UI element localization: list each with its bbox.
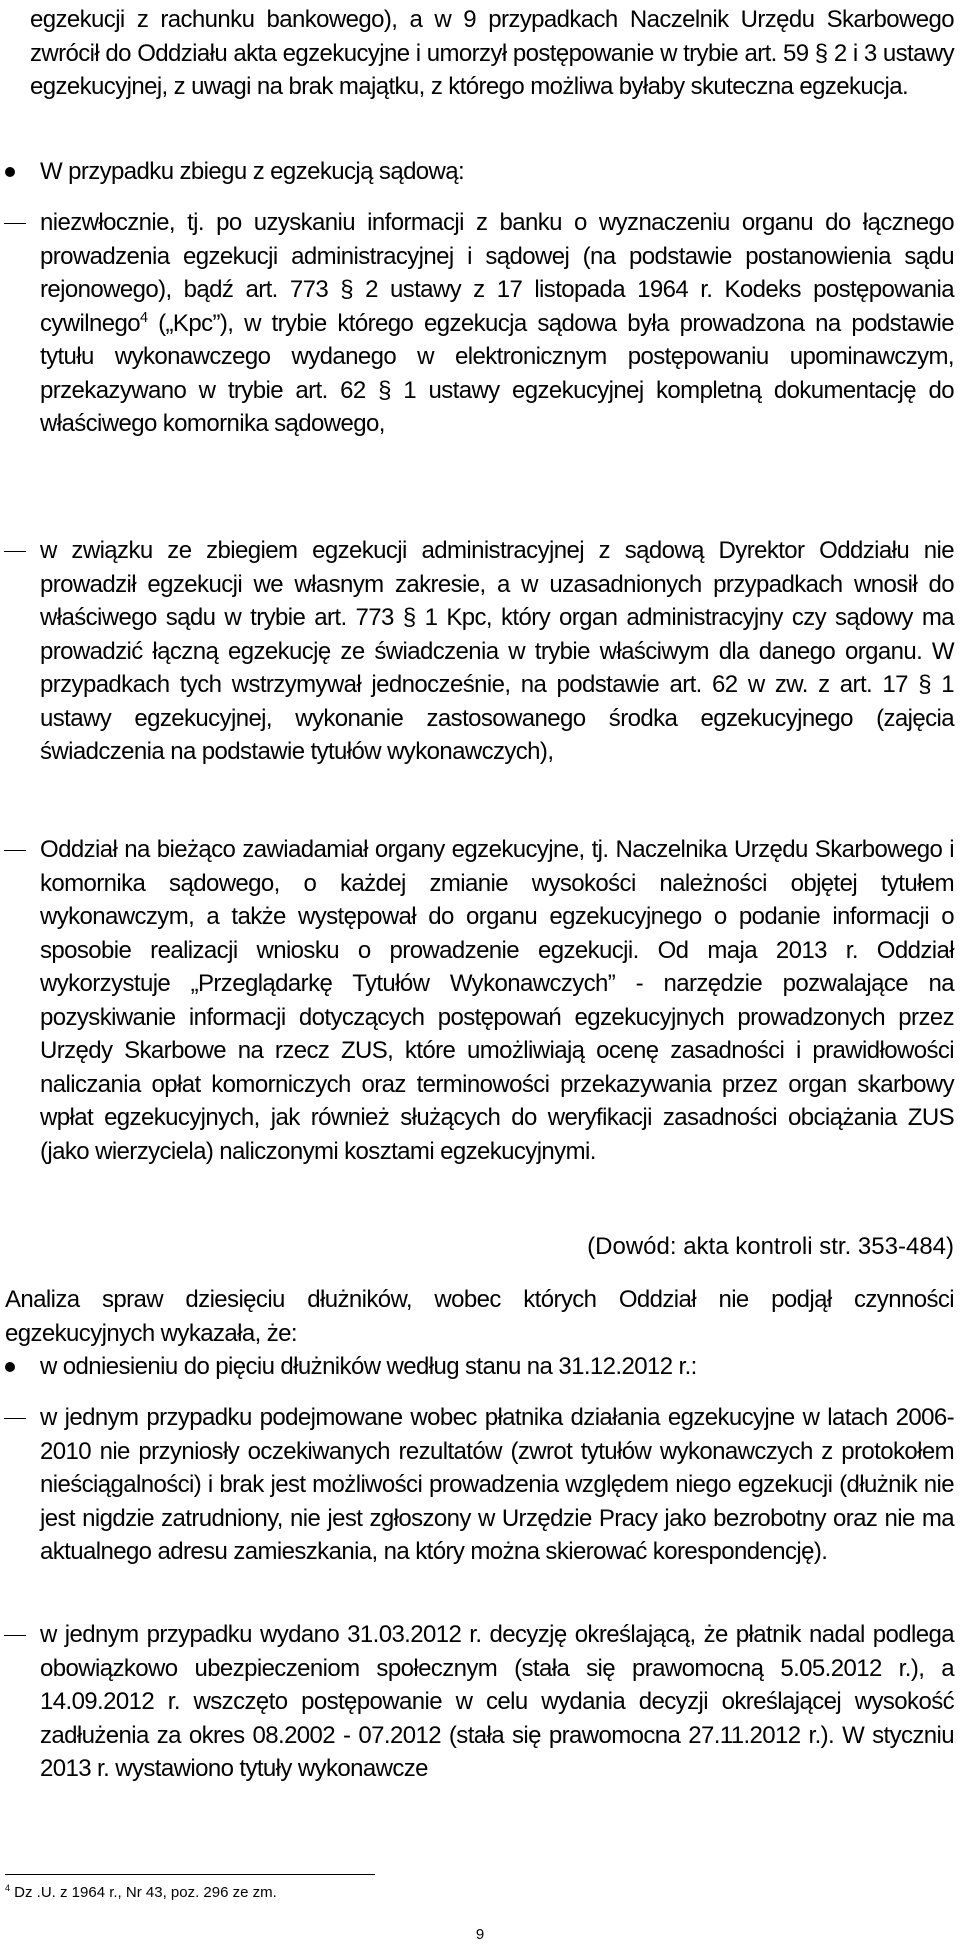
dash-item-2-text: w związku ze zbiegiem egzekucji administracyjnej z sądową Dyrektor Oddziału nie prowadził egzekucji we własnym zakresie, a w uzasadnionych przypadkach wnosił do właściwego sądu w trybie art. 773 § 1 Kpc, który organ administracyjny czy sądowy ma prowadzić łączną egzekucję ze świadczenia w trybie właściwym dla danego organu. W przypadkach tych wstrzymywał jednocześnie, na podstawie art. 62 w zw. z art. 17 § 1 ustawy egzekucyjnej, wykonanie zastosowanego środka egzekucyjnego (zajęcia świadczenia na podstawie tytułów wykonawczych), xyxy=(40,537,954,765)
dash-marker xyxy=(4,850,26,851)
paragraph-analiza xyxy=(5,1283,954,1350)
bullet-sadowa-text: W przypadku zbiegu z egzekucją sądową: xyxy=(40,158,465,185)
dash-item-5-text: w jednym przypadku wydano 31.03.2012 r. decyzję określającą, że płatnik nadal podlega obowiązkowo ubezpieczeniom społecznym (stała się prawomocną 5.05.2012 r.), a 14.09.2012 r. wszczęto postępowanie w celu wydania decyzji określającej wysokość zadłużenia za okres 08.2002 - 07.2012 (stała się prawomocna 27.11.2012 r.). W styczniu 2013 r. wystawiono tytuły wykonawcze xyxy=(40,1621,954,1782)
footnote-reference: 4 xyxy=(140,309,148,326)
paragraph-top-text: egzekucji z rachunku bankowego), a w 9 przypadkach Naczelnik Urzędu Skarbowego zwrócił do Oddziału akta egzekucyjne i umorzył postępowanie w trybie art. 59 § 2 i 3 ustawy egzekucyjnej, z uwagi na brak majątku, z którego możliwa byłaby skuteczna egzekucja. xyxy=(30,6,954,100)
dash-marker xyxy=(4,223,26,224)
dash-item-3-text: Oddział na bieżąco zawiadamiał organy egzekucyjne, tj. Naczelnika Urzędu Skarbowego i komornika sądowego, o każdej zmianie wysokości należności objętej tytułem wykonawczym, a także występował do organu egzekucyjnego o podanie informacji o sposobie realizacji wniosku o prowadzenie egzekucji. Od maja 2013 r. Oddział wykorzystuje „Przeglądarkę Tytułów Wykonawczych” - narzędzie pozwalające na pozyskiwanie informacji dotyczących postępowań egzekucyjnych prowadzonych przez Urzędy Skarbowe na rzecz ZUS, które umożliwiają ocenę zasadności i prawidłowości naliczania opłat komorniczych oraz terminowości przekazywania przez organ skarbowy wpłat egzekucyjnych, jak również służących do weryfikacji zasadności obciążania ZUS (jako wierzyciela) naliczonymi kosztami egzekucyjnymi. xyxy=(40,836,954,1165)
dash-item-4-text: w jednym przypadku podejmowane wobec płatnika działania egzekucyjne w latach 2006-2010 nie przyniosły oczekiwanych rezultatów (zwrot tytułów wykonawczych z protokołem nieściągalności) i brak jest możliwości prowadzenia względem niego egzekucji (dłużnik nie jest nigdzie zatrudniony, nie jest zgłoszony w Urzędzie Pracy jako bezrobotny oraz nie ma aktualnego adresu zamieszkania, na który można skierować korespondencję). xyxy=(40,1404,954,1565)
bullet-piec-text: w odniesieniu do pięciu dłużników według stanu na 31.12.2012 r.: xyxy=(40,1353,697,1380)
evidence-reference xyxy=(40,1230,954,1264)
dash-item-4 xyxy=(40,1401,954,1569)
bullet-piec xyxy=(40,1350,954,1384)
dash-item-5 xyxy=(40,1618,954,1786)
bullet-dot xyxy=(5,1362,15,1372)
bullet-dot xyxy=(5,167,15,177)
evidence-text: (Dowód: akta kontroli str. 353-484) xyxy=(587,1233,954,1260)
footnote-text: Dz .U. z 1964 r., Nr 43, poz. 296 ze zm. xyxy=(10,1884,277,1901)
dash-item-2 xyxy=(40,534,954,769)
dash-item-3 xyxy=(40,833,954,1168)
page-number: 9 xyxy=(475,1926,485,1943)
footnote-number: 4 xyxy=(5,1883,11,1893)
paragraph-top xyxy=(30,3,954,104)
dash-item-1 xyxy=(40,206,954,441)
footnote xyxy=(5,1884,277,1902)
dash-marker xyxy=(4,1418,26,1419)
dash-marker xyxy=(4,551,26,552)
paragraph-analiza-text: Analiza spraw dziesięciu dłużników, wobec których Oddział nie podjął czynności egzekucyjnych wykazała, że: xyxy=(5,1286,954,1347)
dash-item-1-text-a: niezwłocznie, tj. po uzyskaniu informacji z banku o wyznaczeniu organu do łącznego prowadzenia egzekucji administracyjnej i sądowej (na podstawie postanowienia sądu rejonowego), bądź art. 773 § 2 ustawy z 17 listopada 1964 r. Kodeks postępowania cywilnego xyxy=(40,209,954,337)
bullet-sadowa xyxy=(40,155,954,189)
dash-item-1-text-b: („Kpc”), w trybie którego egzekucja sądowa była prowadzona na podstawie tytułu wykonawczego wydanego w elektronicznym postępowaniu upominawczym, przekazywano w trybie art. 62 § 1 ustawy egzekucyjnej kompletną dokumentację do właściwego komornika sądowego, xyxy=(40,309,954,437)
dash-marker xyxy=(4,1635,26,1636)
footnote-separator xyxy=(5,1874,375,1875)
